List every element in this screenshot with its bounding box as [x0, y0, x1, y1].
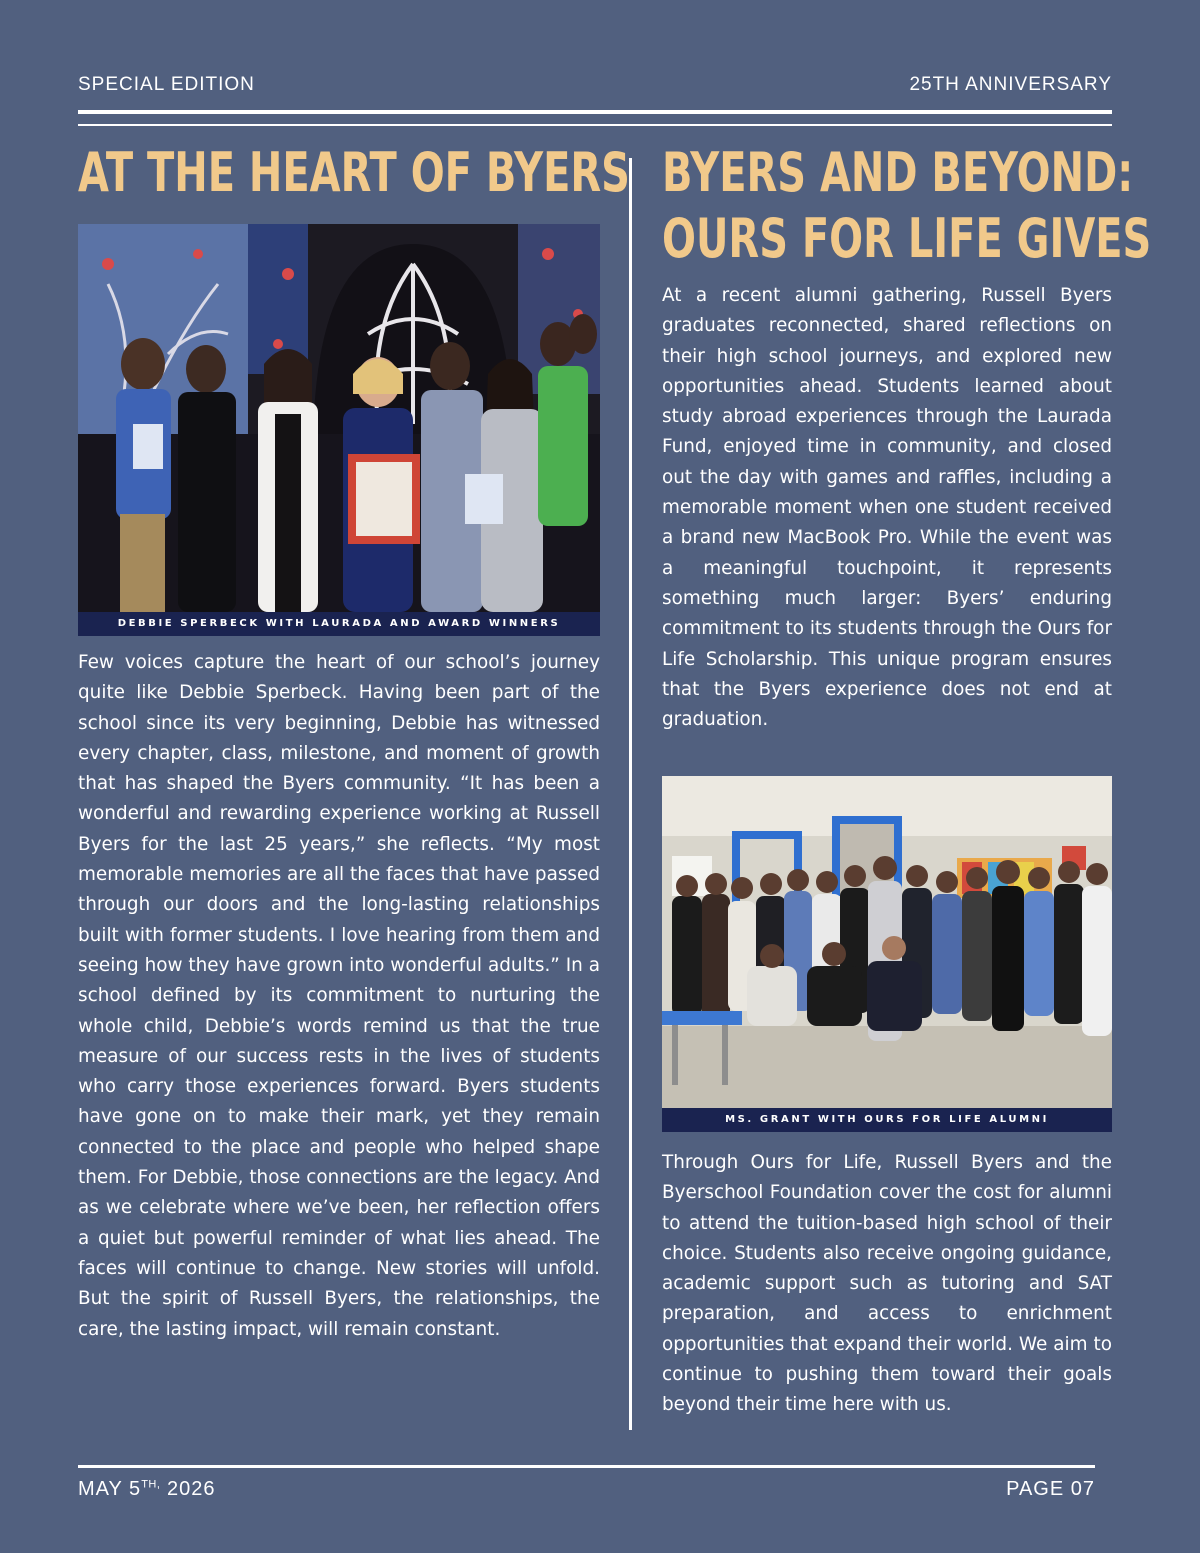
- award-winners-photo: [78, 224, 600, 612]
- issue-date: [78, 1478, 215, 1501]
- right-article-body-1: At a recent alumni gathering, Russell Byers graduates reconnected, shared reflections on their high school journeys, and explored new opportunities ahead. Students learned about study abroad experiences through the Laurada Fund, enjoyed time in community, and closed out the day with games and raffles, including a memorable moment when one student received a brand new MacBook Pro. While the event was a meaningful touchpoint, it represents something much larger: Byers’ enduring commitment to its students through the Ours for Life Scholarship. This unique program ensures that the Byers experience does not end at graduation.: [662, 285, 1112, 731]
- edition-label: SPECIAL EDITION: [78, 74, 255, 95]
- page-number: PAGE 07: [1006, 1478, 1095, 1500]
- right-article-body-2: Through Ours for Life, Russell Byers and the Byerschool Foundation cover the cost for alumni to attend the tuition-based high school of their choice. Students also receive ongoing guidance, academic support such as tutoring and SAT preparation, and access to enrichment opportunities that expand their world. We aim to continue to pushing them toward their goals beyond their time here with us.: [662, 1152, 1112, 1416]
- alumni-group-photo: [662, 776, 1112, 1108]
- column-divider: [629, 158, 632, 1430]
- right-headline-line-2: OURS FOR LIFE GIVES: [662, 207, 1152, 270]
- issue-date-year: 2026: [160, 1478, 216, 1500]
- issue-date-suffix: TH,: [141, 1478, 161, 1491]
- left-headline: AT THE HEART OF BYERS: [78, 141, 630, 204]
- anniversary-label: 25TH ANNIVERSARY: [909, 74, 1112, 95]
- header-rule-thick: [78, 110, 1112, 114]
- left-article-body: Few voices capture the heart of our school’s journey quite like Debbie Sperbeck. Having been part of the school since its very beginning, Debbie has witnessed every chapter, class, milestone, and moment of growth that has shaped the Byers community. “It has been a wonderful and rewarding experience working at Russell Byers for the last 25 years,” she reflects. “My most memorable memories are all the faces that have passed through our doors and the long-lasting relationships built with former students. I love hearing from them and seeing how they have grown into wonderful adults.” In a school defined by its commitment to nurturing the whole child, Debbie’s words remind us that the true measure of our success rests in the lives of students who carry those experiences forward. Byers students have gone on to make their mark, yet they remain connected to the place and people who helped shape them. For Debbie, those connections are the legacy. And as we celebrate where we’ve been, her reflection offers a quiet but powerful reminder of what lies ahead. The faces will continue to change. New stories will unfold. But the spirit of Russell Byers, the relationships, the care, the lasting impact, will remain constant.: [78, 652, 600, 1340]
- right-headline: [662, 140, 1151, 272]
- header-rule-thin: [78, 124, 1112, 126]
- alumni-caption: MS. GRANT WITH OURS FOR LIFE ALUMNI: [662, 1108, 1112, 1132]
- footer-rule: [78, 1465, 1095, 1468]
- right-headline-line-1: BYERS AND BEYOND:: [662, 141, 1134, 204]
- award-winners-caption: DEBBIE SPERBECK WITH LAURADA AND AWARD WINNERS: [78, 612, 600, 636]
- issue-date-month-day: MAY 5: [78, 1478, 142, 1500]
